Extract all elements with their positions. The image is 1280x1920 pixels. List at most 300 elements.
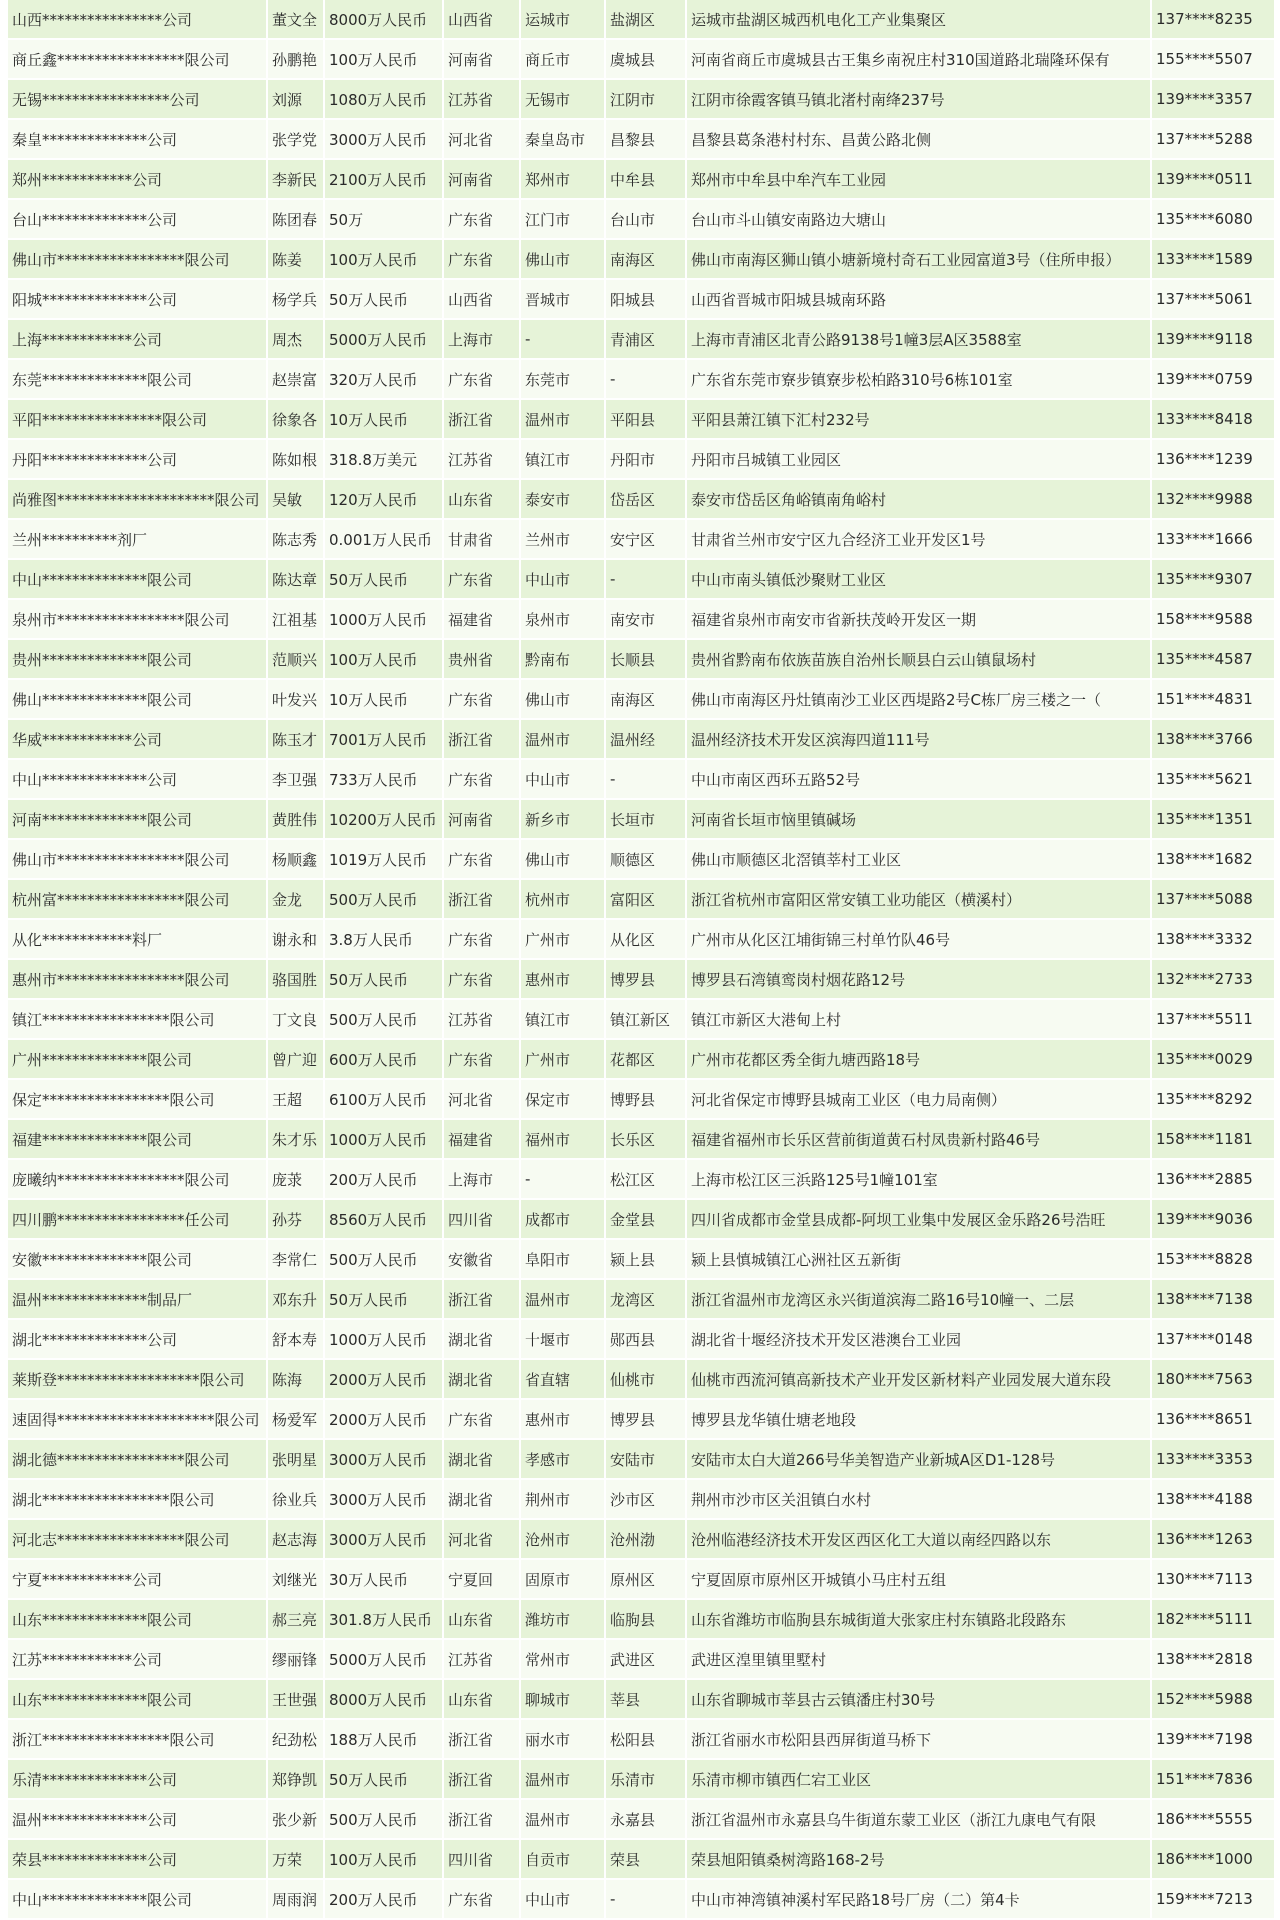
company-name-cell: 荣县**************公司 (8, 1840, 266, 1880)
legal-rep-cell: 纪劲松 (268, 1720, 323, 1760)
legal-rep-cell: 舒本寿 (268, 1320, 323, 1360)
phone-cell: 158****1181 (1152, 1120, 1274, 1160)
district-cell: 沧州渤 (606, 1520, 685, 1560)
address-cell: 宁夏固原市原州区开城镇小马庄村五组 (687, 1560, 1150, 1600)
address-cell: 河北省保定市博野县城南工业区（电力局南侧） (687, 1080, 1150, 1120)
registered-capital-cell: 120万人民币 (325, 480, 442, 520)
province-cell: 湖北省 (444, 1440, 519, 1480)
table-row (8, 480, 1274, 520)
city-cell: 潍坊市 (521, 1600, 604, 1640)
company-name-cell: 台山**************公司 (8, 200, 266, 240)
registered-capital-cell: 301.8万人民币 (325, 1600, 442, 1640)
province-cell: 河南省 (444, 40, 519, 80)
province-cell: 广东省 (444, 240, 519, 280)
address-cell: 浙江省温州市永嘉县乌牛街道东蒙工业区（浙江九康电气有限 (687, 1800, 1150, 1840)
district-cell: 安宁区 (606, 520, 685, 560)
province-cell: 湖北省 (444, 1320, 519, 1360)
legal-rep-cell: 曾广迎 (268, 1040, 323, 1080)
province-cell: 河北省 (444, 1520, 519, 1560)
district-cell: 平阳县 (606, 400, 685, 440)
address-cell: 平阳县萧江镇下汇村232号 (687, 400, 1150, 440)
district-cell: 永嘉县 (606, 1800, 685, 1840)
province-cell: 广东省 (444, 840, 519, 880)
company-table-body (8, 0, 1274, 1920)
legal-rep-cell: 范顺兴 (268, 640, 323, 680)
province-cell: 贵州省 (444, 640, 519, 680)
legal-rep-cell: 缪丽锋 (268, 1640, 323, 1680)
legal-rep-cell: 陈姜 (268, 240, 323, 280)
city-cell: 杭州市 (521, 880, 604, 920)
province-cell: 山西省 (444, 280, 519, 320)
city-cell: 成都市 (521, 1200, 604, 1240)
legal-rep-cell: 孙芬 (268, 1200, 323, 1240)
legal-rep-cell: 刘源 (268, 80, 323, 120)
district-cell: 沙市区 (606, 1480, 685, 1520)
company-name-cell: 湖北**************公司 (8, 1320, 266, 1360)
province-cell: 广东省 (444, 560, 519, 600)
company-name-cell: 兰州**********剂厂 (8, 520, 266, 560)
phone-cell: 136****2885 (1152, 1160, 1274, 1200)
district-cell: 郧西县 (606, 1320, 685, 1360)
address-cell: 中山市神湾镇神溪村军民路18号厂房（二）第4卡 (687, 1880, 1150, 1920)
province-cell: 江苏省 (444, 1000, 519, 1040)
province-cell: 广东省 (444, 760, 519, 800)
city-cell: - (521, 320, 604, 360)
city-cell: 聊城市 (521, 1680, 604, 1720)
company-name-cell: 佛山市*****************限公司 (8, 840, 266, 880)
registered-capital-cell: 8000万人民币 (325, 1680, 442, 1720)
city-cell: 新乡市 (521, 800, 604, 840)
district-cell: 花都区 (606, 1040, 685, 1080)
district-cell: 温州经 (606, 720, 685, 760)
registered-capital-cell: 3000万人民币 (325, 1440, 442, 1480)
district-cell: 镇江新区 (606, 1000, 685, 1040)
table-row (8, 880, 1274, 920)
company-name-cell: 山东**************限公司 (8, 1680, 266, 1720)
phone-cell: 137****5511 (1152, 1000, 1274, 1040)
table-row (8, 1040, 1274, 1080)
district-cell: 长垣市 (606, 800, 685, 840)
registered-capital-cell: 200万人民币 (325, 1160, 442, 1200)
table-row (8, 1200, 1274, 1240)
city-cell: 惠州市 (521, 960, 604, 1000)
phone-cell: 138****7138 (1152, 1280, 1274, 1320)
city-cell: 自贡市 (521, 1840, 604, 1880)
district-cell: 江阴市 (606, 80, 685, 120)
city-cell: 江门市 (521, 200, 604, 240)
legal-rep-cell: 董文全 (268, 0, 323, 40)
phone-cell: 133****3353 (1152, 1440, 1274, 1480)
province-cell: 江苏省 (444, 1640, 519, 1680)
registered-capital-cell: 1080万人民币 (325, 80, 442, 120)
legal-rep-cell: 李常仁 (268, 1240, 323, 1280)
table-row (8, 400, 1274, 440)
city-cell: 黔南布 (521, 640, 604, 680)
legal-rep-cell: 吴敏 (268, 480, 323, 520)
company-name-cell: 温州**************制品厂 (8, 1280, 266, 1320)
company-table (6, 0, 1276, 1920)
phone-cell: 152****5988 (1152, 1680, 1274, 1720)
city-cell: 中山市 (521, 760, 604, 800)
table-row (8, 40, 1274, 80)
province-cell: 广东省 (444, 360, 519, 400)
city-cell: 惠州市 (521, 1400, 604, 1440)
registered-capital-cell: 6100万人民币 (325, 1080, 442, 1120)
company-name-cell: 镇江*****************限公司 (8, 1000, 266, 1040)
registered-capital-cell: 50万人民币 (325, 1760, 442, 1800)
company-name-cell: 丹阳**************公司 (8, 440, 266, 480)
phone-cell: 137****0148 (1152, 1320, 1274, 1360)
city-cell: 中山市 (521, 1880, 604, 1920)
city-cell: 镇江市 (521, 1000, 604, 1040)
district-cell: 博罗县 (606, 960, 685, 1000)
table-row (8, 240, 1274, 280)
registered-capital-cell: 500万人民币 (325, 1800, 442, 1840)
district-cell: 台山市 (606, 200, 685, 240)
address-cell: 山东省聊城市莘县古云镇潘庄村30号 (687, 1680, 1150, 1720)
table-row (8, 1560, 1274, 1600)
district-cell: 虞城县 (606, 40, 685, 80)
address-cell: 中山市南区西环五路52号 (687, 760, 1150, 800)
district-cell: 南海区 (606, 240, 685, 280)
province-cell: 广东省 (444, 680, 519, 720)
phone-cell: 133****8418 (1152, 400, 1274, 440)
registered-capital-cell: 50万人民币 (325, 560, 442, 600)
registered-capital-cell: 3000万人民币 (325, 120, 442, 160)
legal-rep-cell: 朱才乐 (268, 1120, 323, 1160)
legal-rep-cell: 杨顺鑫 (268, 840, 323, 880)
table-row (8, 1280, 1274, 1320)
city-cell: 常州市 (521, 1640, 604, 1680)
company-name-cell: 乐清**************公司 (8, 1760, 266, 1800)
table-row (8, 1640, 1274, 1680)
company-name-cell: 速固得*********************限公司 (8, 1400, 266, 1440)
legal-rep-cell: 徐象各 (268, 400, 323, 440)
address-cell: 荣县旭阳镇桑树湾路168-2号 (687, 1840, 1150, 1880)
table-row (8, 80, 1274, 120)
city-cell: 东莞市 (521, 360, 604, 400)
company-name-cell: 保定*****************限公司 (8, 1080, 266, 1120)
address-cell: 佛山市南海区狮山镇小塘新境村奇石工业园富道3号（住所申报） (687, 240, 1150, 280)
address-cell: 荆州市沙市区关沮镇白水村 (687, 1480, 1150, 1520)
table-row (8, 920, 1274, 960)
registered-capital-cell: 500万人民币 (325, 1000, 442, 1040)
registered-capital-cell: 320万人民币 (325, 360, 442, 400)
legal-rep-cell: 周雨润 (268, 1880, 323, 1920)
phone-cell: 139****0511 (1152, 160, 1274, 200)
table-row (8, 1320, 1274, 1360)
registered-capital-cell: 30万人民币 (325, 1560, 442, 1600)
address-cell: 安陆市太白大道266号华美智造产业新城A区D1-128号 (687, 1440, 1150, 1480)
registered-capital-cell: 5000万人民币 (325, 1640, 442, 1680)
city-cell: 佛山市 (521, 840, 604, 880)
table-row (8, 720, 1274, 760)
legal-rep-cell: 徐业兵 (268, 1480, 323, 1520)
phone-cell: 137****5088 (1152, 880, 1274, 920)
phone-cell: 136****1263 (1152, 1520, 1274, 1560)
table-row (8, 440, 1274, 480)
district-cell: 昌黎县 (606, 120, 685, 160)
district-cell: 阳城县 (606, 280, 685, 320)
province-cell: 浙江省 (444, 1760, 519, 1800)
district-cell: 顺德区 (606, 840, 685, 880)
district-cell: - (606, 760, 685, 800)
table-row (8, 0, 1274, 40)
legal-rep-cell: 张少新 (268, 1800, 323, 1840)
district-cell: 南海区 (606, 680, 685, 720)
table-row (8, 1080, 1274, 1120)
city-cell: 温州市 (521, 1800, 604, 1840)
registered-capital-cell: 1000万人民币 (325, 1320, 442, 1360)
province-cell: 江苏省 (444, 80, 519, 120)
city-cell: 无锡市 (521, 80, 604, 120)
phone-cell: 139****0759 (1152, 360, 1274, 400)
address-cell: 昌黎县葛条港村村东、昌黄公路北侧 (687, 120, 1150, 160)
company-name-cell: 华威************公司 (8, 720, 266, 760)
city-cell: 丽水市 (521, 1720, 604, 1760)
company-name-cell: 佛山**************限公司 (8, 680, 266, 720)
phone-cell: 158****9588 (1152, 600, 1274, 640)
address-cell: 山东省潍坊市临朐县东城街道大张家庄村东镇路北段路东 (687, 1600, 1150, 1640)
company-name-cell: 河南**************限公司 (8, 800, 266, 840)
city-cell: 阜阳市 (521, 1240, 604, 1280)
legal-rep-cell: 叶发兴 (268, 680, 323, 720)
legal-rep-cell: 骆国胜 (268, 960, 323, 1000)
company-table-container (6, 0, 1274, 1920)
phone-cell: 135****8292 (1152, 1080, 1274, 1120)
city-cell: 固原市 (521, 1560, 604, 1600)
phone-cell: 132****9988 (1152, 480, 1274, 520)
phone-cell: 153****8828 (1152, 1240, 1274, 1280)
city-cell: 保定市 (521, 1080, 604, 1120)
phone-cell: 135****5621 (1152, 760, 1274, 800)
district-cell: 南安市 (606, 600, 685, 640)
province-cell: 广东省 (444, 920, 519, 960)
company-name-cell: 尚雅图*********************限公司 (8, 480, 266, 520)
district-cell: 临朐县 (606, 1600, 685, 1640)
address-cell: 镇江市新区大港甸上村 (687, 1000, 1150, 1040)
registered-capital-cell: 200万人民币 (325, 1880, 442, 1920)
table-row (8, 960, 1274, 1000)
province-cell: 湖北省 (444, 1360, 519, 1400)
company-name-cell: 郑州************公司 (8, 160, 266, 200)
phone-cell: 137****8235 (1152, 0, 1274, 40)
district-cell: 博野县 (606, 1080, 685, 1120)
table-row (8, 800, 1274, 840)
city-cell: 温州市 (521, 720, 604, 760)
phone-cell: 138****1682 (1152, 840, 1274, 880)
legal-rep-cell: 邓东升 (268, 1280, 323, 1320)
district-cell: 仙桃市 (606, 1360, 685, 1400)
company-name-cell: 莱斯登*******************限公司 (8, 1360, 266, 1400)
province-cell: 河南省 (444, 160, 519, 200)
city-cell: 荆州市 (521, 1480, 604, 1520)
district-cell: 从化区 (606, 920, 685, 960)
province-cell: 山东省 (444, 480, 519, 520)
phone-cell: 151****4831 (1152, 680, 1274, 720)
table-row (8, 1800, 1274, 1840)
city-cell: 中山市 (521, 560, 604, 600)
address-cell: 泰安市岱岳区角峪镇南角峪村 (687, 480, 1150, 520)
phone-cell: 137****5061 (1152, 280, 1274, 320)
registered-capital-cell: 3000万人民币 (325, 1520, 442, 1560)
legal-rep-cell: 周杰 (268, 320, 323, 360)
province-cell: 广东省 (444, 1040, 519, 1080)
province-cell: 宁夏回 (444, 1560, 519, 1600)
registered-capital-cell: 50万人民币 (325, 960, 442, 1000)
address-cell: 沧州临港经济技术开发区西区化工大道以南经四路以东 (687, 1520, 1150, 1560)
district-cell: 岱岳区 (606, 480, 685, 520)
province-cell: 浙江省 (444, 720, 519, 760)
address-cell: 运城市盐湖区城西机电化工产业集聚区 (687, 0, 1150, 40)
address-cell: 温州经济技术开发区滨海四道111号 (687, 720, 1150, 760)
company-name-cell: 河北志*****************限公司 (8, 1520, 266, 1560)
phone-cell: 135****4587 (1152, 640, 1274, 680)
table-row (8, 600, 1274, 640)
registered-capital-cell: 1000万人民币 (325, 600, 442, 640)
address-cell: 上海市青浦区北青公路9138号1幢3层A区3588室 (687, 320, 1150, 360)
table-row (8, 640, 1274, 680)
company-name-cell: 商丘鑫*****************限公司 (8, 40, 266, 80)
province-cell: 浙江省 (444, 400, 519, 440)
registered-capital-cell: 100万人民币 (325, 1840, 442, 1880)
province-cell: 上海市 (444, 1160, 519, 1200)
city-cell: 郑州市 (521, 160, 604, 200)
province-cell: 广东省 (444, 1880, 519, 1920)
district-cell: 荣县 (606, 1840, 685, 1880)
legal-rep-cell: 金龙 (268, 880, 323, 920)
registered-capital-cell: 2000万人民币 (325, 1360, 442, 1400)
company-name-cell: 上海************公司 (8, 320, 266, 360)
address-cell: 颍上县慎城镇江心洲社区五新街 (687, 1240, 1150, 1280)
legal-rep-cell: 张明星 (268, 1440, 323, 1480)
city-cell: 镇江市 (521, 440, 604, 480)
registered-capital-cell: 0.001万人民币 (325, 520, 442, 560)
legal-rep-cell: 陈团春 (268, 200, 323, 240)
phone-cell: 138****3332 (1152, 920, 1274, 960)
company-name-cell: 中山**************限公司 (8, 560, 266, 600)
table-row (8, 200, 1274, 240)
phone-cell: 186****1000 (1152, 1840, 1274, 1880)
address-cell: 广州市从化区江埔街锦三村单竹队46号 (687, 920, 1150, 960)
table-row (8, 1520, 1274, 1560)
phone-cell: 139****9036 (1152, 1200, 1274, 1240)
phone-cell: 135****6080 (1152, 200, 1274, 240)
company-name-cell: 秦皇**************公司 (8, 120, 266, 160)
registered-capital-cell: 10万人民币 (325, 680, 442, 720)
district-cell: 松阳县 (606, 1720, 685, 1760)
phone-cell: 180****7563 (1152, 1360, 1274, 1400)
table-row (8, 560, 1274, 600)
district-cell: 长顺县 (606, 640, 685, 680)
phone-cell: 136****8651 (1152, 1400, 1274, 1440)
legal-rep-cell: 陈志秀 (268, 520, 323, 560)
company-name-cell: 东莞**************限公司 (8, 360, 266, 400)
registered-capital-cell: 50万人民币 (325, 280, 442, 320)
city-cell: 温州市 (521, 1280, 604, 1320)
province-cell: 安徽省 (444, 1240, 519, 1280)
table-row (8, 760, 1274, 800)
registered-capital-cell: 8000万人民币 (325, 0, 442, 40)
table-row (8, 1840, 1274, 1880)
table-row (8, 160, 1274, 200)
registered-capital-cell: 50万人民币 (325, 1280, 442, 1320)
province-cell: 上海市 (444, 320, 519, 360)
address-cell: 江阴市徐霞客镇马镇北渚村南绛237号 (687, 80, 1150, 120)
city-cell: 晋城市 (521, 280, 604, 320)
legal-rep-cell: 张学党 (268, 120, 323, 160)
registered-capital-cell: 100万人民币 (325, 240, 442, 280)
address-cell: 仙桃市西流河镇高新技术产业开发区新材料产业园发展大道东段 (687, 1360, 1150, 1400)
district-cell: 中牟县 (606, 160, 685, 200)
province-cell: 浙江省 (444, 880, 519, 920)
city-cell: 温州市 (521, 400, 604, 440)
legal-rep-cell: 赵崇富 (268, 360, 323, 400)
province-cell: 福建省 (444, 600, 519, 640)
company-name-cell: 安徽**************限公司 (8, 1240, 266, 1280)
company-name-cell: 宁夏************公司 (8, 1560, 266, 1600)
address-cell: 广东省东莞市寮步镇寮步松柏路310号6栋101室 (687, 360, 1150, 400)
registered-capital-cell: 3000万人民币 (325, 1480, 442, 1520)
city-cell: 泰安市 (521, 480, 604, 520)
legal-rep-cell: 丁文良 (268, 1000, 323, 1040)
province-cell: 四川省 (444, 1840, 519, 1880)
district-cell: 金堂县 (606, 1200, 685, 1240)
legal-rep-cell: 陈达章 (268, 560, 323, 600)
phone-cell: 132****2733 (1152, 960, 1274, 1000)
phone-cell: 135****1351 (1152, 800, 1274, 840)
legal-rep-cell: 王超 (268, 1080, 323, 1120)
phone-cell: 139****3357 (1152, 80, 1274, 120)
city-cell: 省直辖 (521, 1360, 604, 1400)
company-name-cell: 惠州市*****************限公司 (8, 960, 266, 1000)
legal-rep-cell: 王世强 (268, 1680, 323, 1720)
legal-rep-cell: 陈海 (268, 1360, 323, 1400)
address-cell: 福建省泉州市南安市省新扶茂岭开发区一期 (687, 600, 1150, 640)
table-row (8, 280, 1274, 320)
legal-rep-cell: 杨爱军 (268, 1400, 323, 1440)
province-cell: 河北省 (444, 120, 519, 160)
company-name-cell: 山西****************公司 (8, 0, 266, 40)
phone-cell: 139****9118 (1152, 320, 1274, 360)
district-cell: 安陆市 (606, 1440, 685, 1480)
table-row (8, 1120, 1274, 1160)
province-cell: 山西省 (444, 0, 519, 40)
registered-capital-cell: 500万人民币 (325, 1240, 442, 1280)
registered-capital-cell: 2000万人民币 (325, 1400, 442, 1440)
district-cell: 龙湾区 (606, 1280, 685, 1320)
address-cell: 四川省成都市金堂县成都-阿坝工业集中发展区金乐路26号浩旺 (687, 1200, 1150, 1240)
province-cell: 河南省 (444, 800, 519, 840)
address-cell: 河南省长垣市恼里镇碱场 (687, 800, 1150, 840)
legal-rep-cell: 黄胜伟 (268, 800, 323, 840)
company-name-cell: 中山**************限公司 (8, 1880, 266, 1920)
city-cell: 商丘市 (521, 40, 604, 80)
registered-capital-cell: 5000万人民币 (325, 320, 442, 360)
city-cell: 广州市 (521, 920, 604, 960)
district-cell: 颍上县 (606, 1240, 685, 1280)
city-cell: 沧州市 (521, 1520, 604, 1560)
registered-capital-cell: 600万人民币 (325, 1040, 442, 1080)
table-row (8, 1000, 1274, 1040)
address-cell: 河南省商丘市虞城县古王集乡南祝庄村310国道路北瑞隆环保有 (687, 40, 1150, 80)
company-name-cell: 浙江*****************限公司 (8, 1720, 266, 1760)
province-cell: 山东省 (444, 1680, 519, 1720)
phone-cell: 133****1666 (1152, 520, 1274, 560)
phone-cell: 138****4188 (1152, 1480, 1274, 1520)
table-row (8, 320, 1274, 360)
registered-capital-cell: 100万人民币 (325, 640, 442, 680)
